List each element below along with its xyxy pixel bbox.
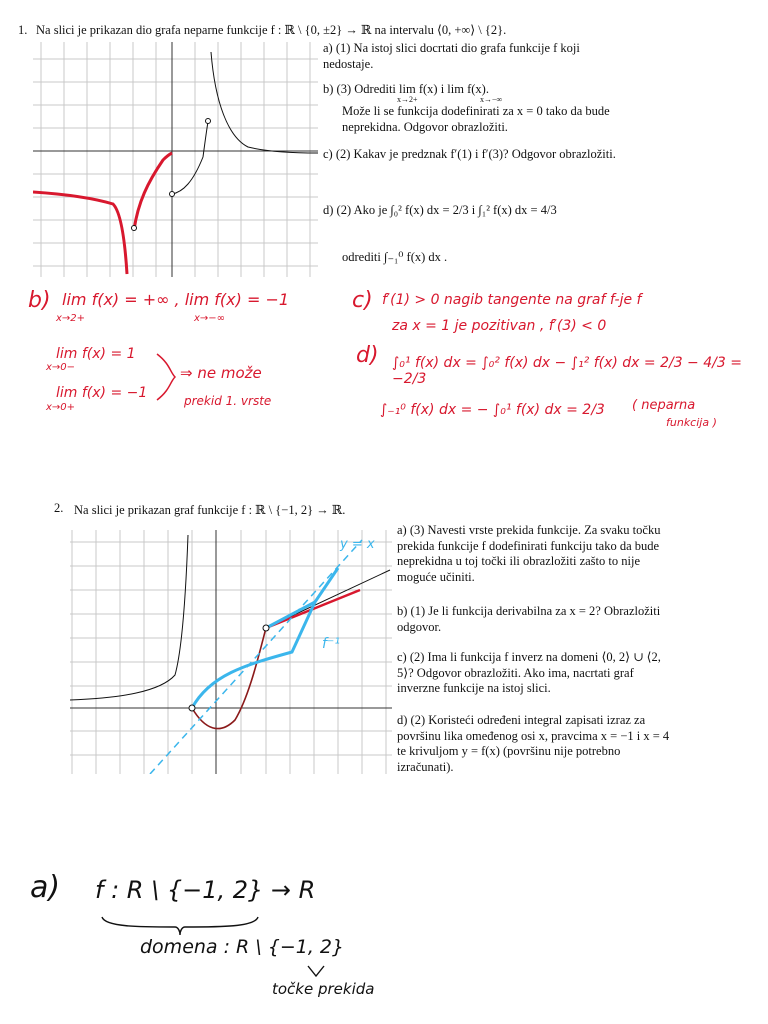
open-point-2 [263, 625, 269, 631]
hw-d-note1: ( neparna [632, 398, 696, 413]
p2-item-a [397, 523, 672, 585]
label-y-equals-x: y = x [340, 537, 375, 552]
hw2-a-domena: domena : R \ {−1, 2} [140, 936, 345, 958]
problem2-graph [70, 530, 392, 774]
item-points: (3) [409, 523, 425, 537]
problem2-number: 2. [54, 501, 64, 515]
item-label: d) [397, 713, 408, 727]
item-label: a) [323, 41, 333, 55]
function-graph-left [70, 535, 188, 700]
grid-lines [33, 42, 318, 277]
hw-brace [155, 352, 177, 402]
item-text: Odrediti lim f(x) i lim f(x). [354, 82, 489, 96]
grid-lines [70, 530, 392, 774]
item-points: (1) [410, 604, 426, 618]
hw-b-line1: lim f(x) = +∞ , lim f(x) = −1 [62, 290, 290, 309]
item-text: Navesti vrste prekida funkcije. Za svaku točku prekida funkcije f dodefinirati funkciju tako da bude neprekidna u toj točki ili obrazložiti zašto to nije moguće učiniti. [397, 523, 661, 584]
p2-item-b [397, 604, 672, 635]
integral-3: ∫₋₁⁰ f(x) dx . [384, 250, 448, 264]
hw-d-note2: funkcija ) [666, 416, 717, 429]
item-text: Kakav je predznak f′(1) i f′(3)? Odgovor obrazložiti. [353, 147, 616, 161]
function-graph-curve [192, 628, 266, 729]
integral-2: ∫₁² f(x) dx = 4/3 [478, 203, 557, 217]
item-text: Je li funkcija derivabilna za x = 2? Obrazložiti odgovor. [397, 604, 661, 634]
problem1-number: 1. [18, 23, 28, 37]
p1-b-sub1: x→2+ [397, 95, 418, 104]
p1-item-d-post [342, 250, 622, 266]
hw-b-sub2: x→−∞ [194, 313, 226, 324]
integral-1: ∫₀² f(x) dx = 2/3 [390, 203, 469, 217]
p1-item-b [323, 82, 623, 98]
p1-item-c [323, 147, 623, 163]
hw-b-line2: lim f(x) = 1 [56, 346, 136, 362]
p2-item-c [397, 650, 672, 697]
item-label: b) [397, 604, 408, 618]
item-points: (3) [336, 82, 352, 96]
p1-item-d [323, 203, 623, 219]
hw2-underbrace [100, 915, 260, 937]
p2-item-d [397, 713, 672, 775]
hw-b-sub3: x→0− [46, 362, 76, 373]
red-drawn-branch-mid [134, 153, 172, 230]
hw2-a-label: a) [30, 870, 61, 905]
problem1-graph [33, 42, 318, 277]
item-label: c) [323, 147, 333, 161]
axes [33, 42, 318, 277]
hw-c-line1: f′(1) > 0 nagib tangente na graf f-je f [382, 292, 642, 308]
identity-line-dashed [150, 540, 362, 774]
item-text: Na istoj slici docrtati dio grafa funkcije f koji nedostaje. [323, 41, 580, 71]
function-graph-black [172, 122, 208, 194]
hw-d-line1: ∫₀¹ f(x) dx = ∫₀² f(x) dx − ∫₁² f(x) dx = 2/3 − 4/3 = −2/3 [392, 355, 742, 387]
hw-b-label: b) [28, 288, 51, 313]
p1-b-sub2: x→−∞ [480, 95, 503, 104]
open-point [206, 119, 211, 124]
label-f-inverse: f⁻¹ [322, 636, 340, 652]
item-label: b) [323, 82, 334, 96]
open-point-minus1 [189, 705, 195, 711]
problem2-statement: Na slici je prikazan graf funkcije f : ℝ \ {−1, 2} → ℝ. [74, 503, 346, 517]
hw2-check [306, 963, 326, 979]
open-point-origin [170, 192, 175, 197]
hw2-a-points: točke prekida [272, 980, 375, 998]
p1-item-b-text2: Može li se funkcija dodefinirati za x = 0 tako da bude neprekidna. Odgovor obrazložiti. [342, 104, 610, 134]
item-label: a) [397, 523, 407, 537]
open-point-red [132, 226, 137, 231]
hw-c-label: c) [352, 288, 373, 313]
item-points: (2) [336, 203, 352, 217]
item-points: (2) [410, 713, 426, 727]
hw-c-line2: za x = 1 je pozitivan , f′(3) < 0 [392, 318, 607, 334]
hw-b-sub4: x→0+ [46, 402, 76, 413]
hw-d-label: d) [356, 343, 379, 368]
problem1-statement: Na slici je prikazan dio grafa neparne funkcije f : ℝ \ {0, ±2} → ℝ na intervalu ⟨0, +∞⟩ \ {2}. [36, 23, 507, 37]
axes [70, 530, 392, 774]
hw-b-sub1: x→2+ [56, 313, 86, 324]
hw2-a-line1: f : R \ {−1, 2} → R [95, 876, 316, 904]
red-drawn-branch-left [33, 192, 127, 274]
item-points: (2) [409, 650, 425, 664]
item-label: c) [397, 650, 407, 664]
p1-item-a [323, 41, 623, 72]
hw-b-concl2: prekid 1. vrste [184, 394, 272, 408]
item-text: Ima li funkcija f inverz na domeni ⟨0, 2⟩ ∪ ⟨2, 5⟩? Odgovor obrazložiti. Ako ima, nacrtati graf inverzne funkcije na istoj slici. [397, 650, 661, 695]
hw-b-line3: lim f(x) = −1 [56, 385, 148, 401]
hw-d-line2: ∫₋₁⁰ f(x) dx = − ∫₀¹ f(x) dx = 2/3 [380, 402, 605, 418]
item-text: odrediti [342, 250, 381, 264]
hw-b-concl1: ⇒ ne može [180, 364, 262, 382]
item-points: (1) [335, 41, 351, 55]
item-text-mid: i [471, 203, 476, 217]
item-points: (2) [335, 147, 351, 161]
item-text: Koristeći određeni integral zapisati izraz za površinu lika omeđenog osi x, pravcima x = −1 i x = 4 te krivuljom y = f(x) (površinu nije potrebno izračunati). [397, 713, 670, 774]
item-text: Ako je [353, 203, 388, 217]
item-label: d) [323, 203, 334, 217]
